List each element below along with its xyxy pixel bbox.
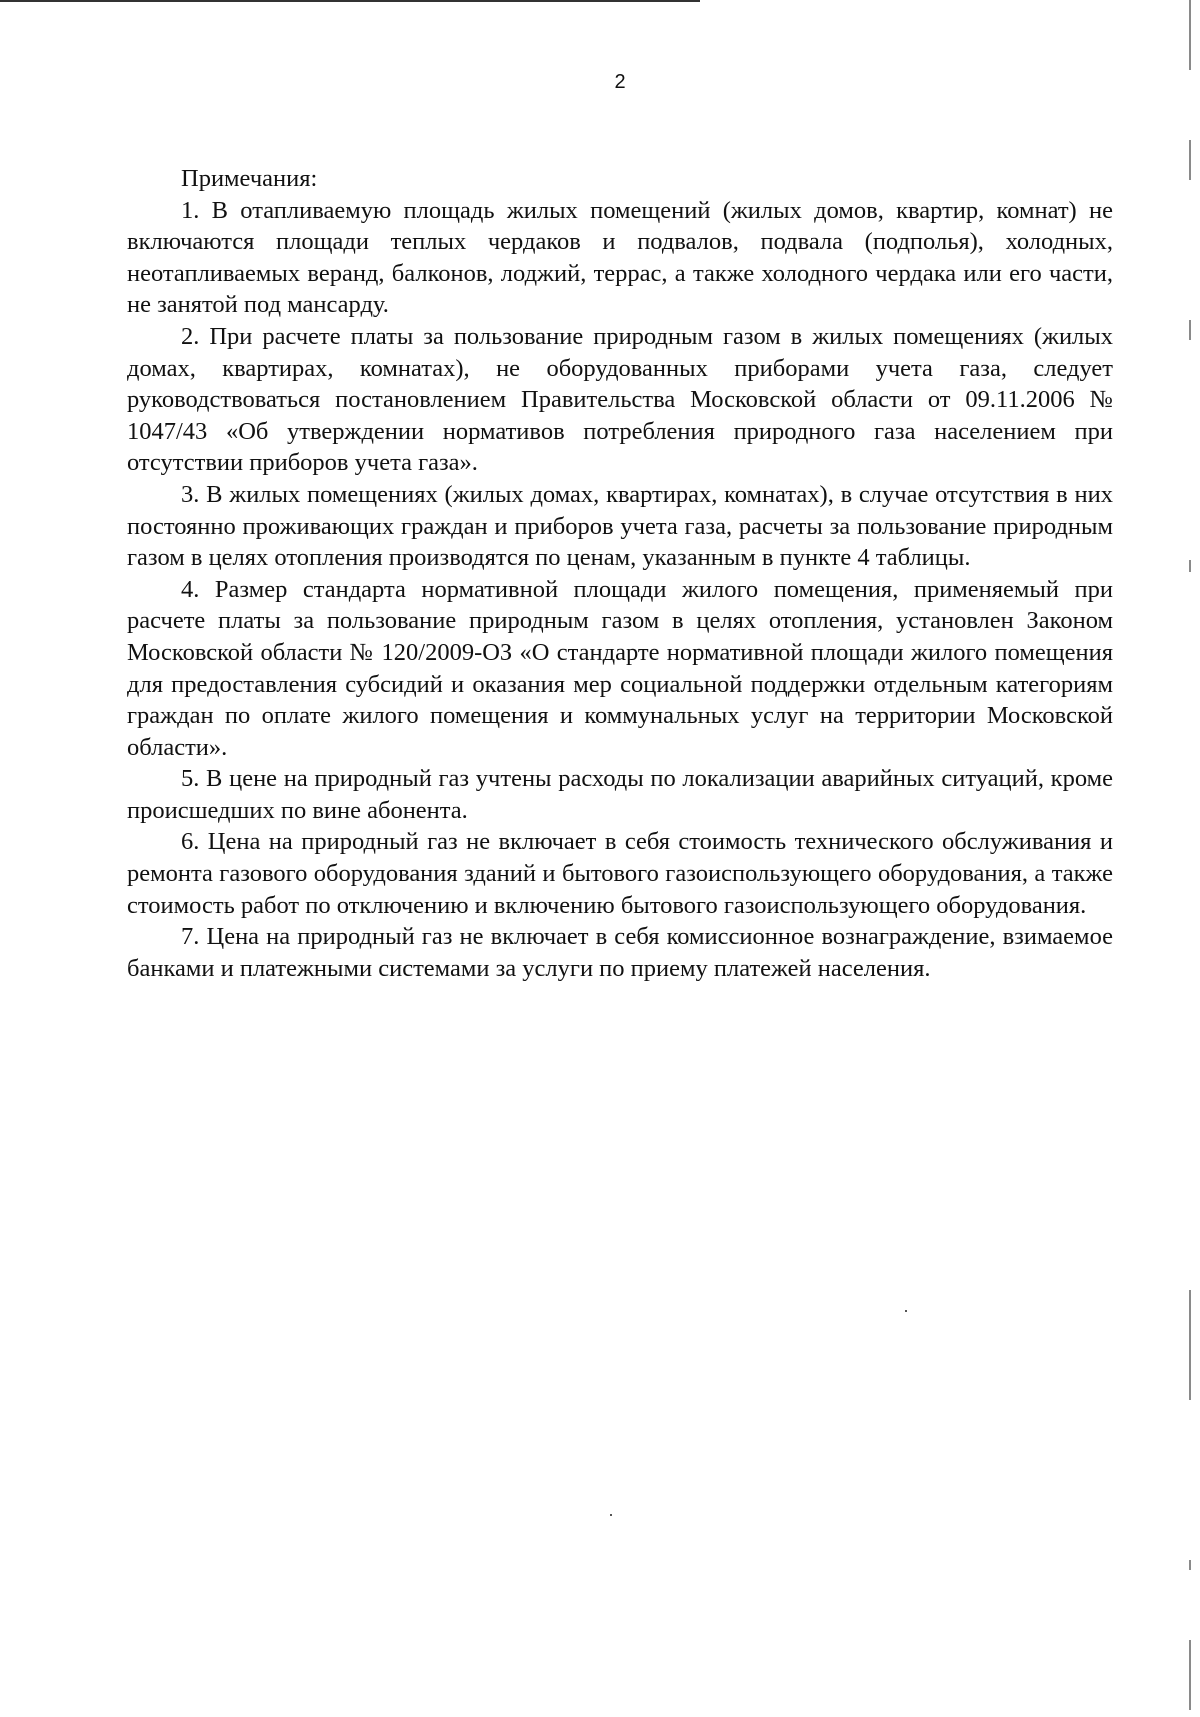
note-item-5: 5. В цене на природный газ учтены расходы по локализации аварийных ситуаций, кроме происшедших по вине абонента. (127, 765, 1113, 824)
scan-speck (905, 1310, 907, 1312)
scan-top-border (0, 0, 700, 2)
note-item-1: 1. В отапливаемую площадь жилых помещений (жилых домов, квартир, комнат) не включаются площади теплых чердаков и подвалов, подвала (подполья), холодных, неотапливаемых веранд, балконов, лоджий, террас, а также холодного чердака или его части, не занятой под мансарду. (127, 196, 1113, 319)
note-item-3: 3. В жилых помещениях (жилых домах, квартирах, комнатах), в случае отсутствия в них постоянно проживающих граждан и приборов учета газа, расчеты за пользование природным газом в целях отопления производятся по ценам, указанным в пункте 4 таблицы. (127, 480, 1113, 572)
notes-heading: Примечания: (181, 165, 318, 192)
note-item-2: 2. При расчете платы за пользование природным газом в жилых помещениях (жилых домах, квартирах, комнатах), не оборудованных приборами учета газа, следует руководствоваться постановлением Правительства Московской области от 09.11.2006 № 1047/43 «Об утверждении нормативов потребления природного газа населением при отсутствии приборов учета газа». (127, 322, 1113, 477)
note-item-6: 6. Цена на природный газ не включает в себя стоимость технического обслуживания и ремонта газового оборудования зданий и бытового газоиспользующего оборудования, а также стоимость работ по отключению и включению бытового газоиспользующего оборудования. (127, 828, 1113, 919)
scan-edge-marks (1189, 0, 1192, 1717)
note-item-7: 7. Цена на природный газ не включает в себя комиссионное вознаграждение, взимаемое банками и платежными системами за услуги по приему платежей населения. (127, 923, 1113, 982)
page-number: 2 (614, 71, 626, 93)
note-item-4: 4. Размер стандарта нормативной площади жилого помещения, применяемый при расчете платы за пользование природным газом в целях отопления, установлен Законом Московской области № 120/2009-ОЗ «О стандарте нормативной площади жилого помещения для предоставления субсидий и оказания мер социальной поддержки отдельным категориям граждан по оплате жилого помещения и коммунальных услуг на территории Московской области». (127, 575, 1113, 761)
notes-section (127, 163, 1113, 984)
scan-speck (610, 1514, 612, 1516)
